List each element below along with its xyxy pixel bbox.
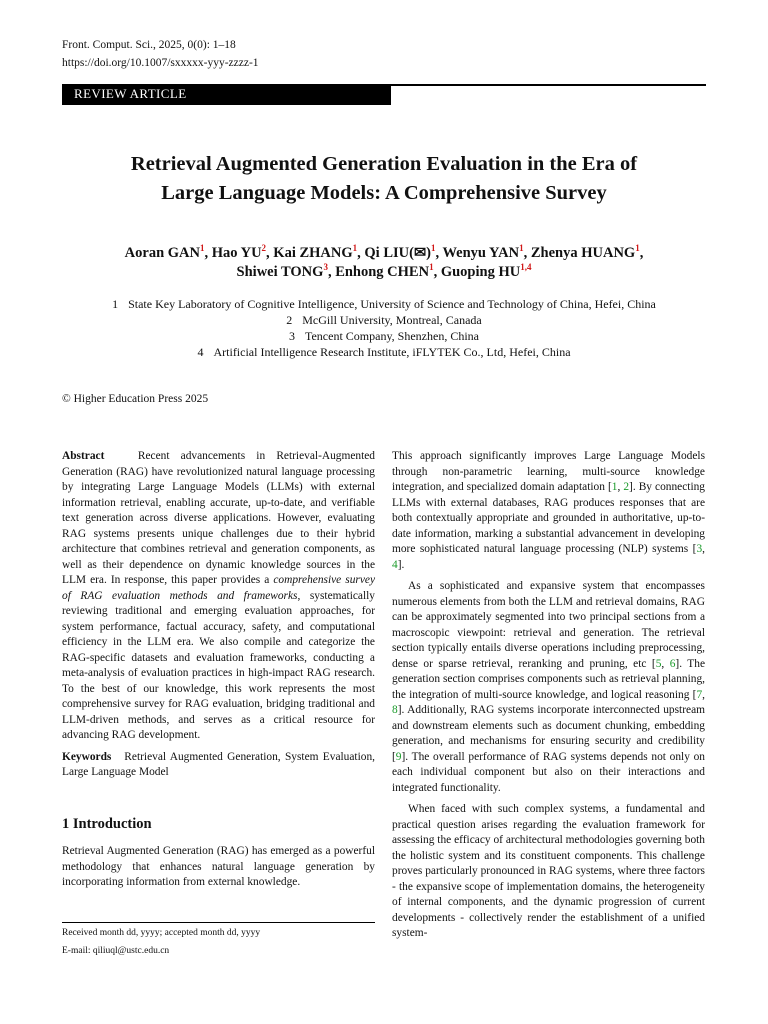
author-affil: 1 [635, 243, 640, 253]
affiliation-item [62, 312, 706, 328]
right-column [392, 449, 705, 948]
author-name: Shiwei TONG [236, 264, 324, 280]
affiliation-item [62, 328, 706, 344]
affiliations [62, 296, 706, 360]
affiliation-number: 2 [286, 313, 293, 327]
citation-link[interactable]: 1 [611, 481, 618, 493]
affiliation-text: Tencent Company, Shenzhen, China [304, 329, 479, 343]
banner-rule [391, 84, 706, 86]
author-affil: 1 [352, 243, 358, 253]
affiliation-number: 1 [112, 297, 119, 311]
affiliation-item [62, 344, 706, 360]
footnote-rule [62, 922, 375, 923]
body-paragraph: As a sophisticated and expansive system that encompasses numerous elements from both the LLM and retrieval domains, RAG can be approximately segmented into two principal sections from a macroscopic viewpoint: retrieval and generation. The retrieval section typically entails diverse operations including preprocessing, dense or sparse retrieval, reranking and pruning, etc [5, 6]. The generation section comprises components such as retrieval planning, the integration of multi-source knowledge, and logical reasoning [7, 8]. Additionally, RAG systems incorporate interconnected upstream and downstream elements such as document chunking, embedding generation, and mechanisms for ensuring security and credibility [9]. The overall performance of RAG systems depends not only on each individual component but also on their interactions and integrated functionality. [392, 580, 705, 794]
article-type-banner [62, 84, 706, 106]
body-paragraph: When faced with such complex systems, a fundamental and practical question arises regarding the evaluation framework for assessing the efficacy of architectural methodologies governing both the holistic system and its constituent components. This challenge proves particularly pronounced in RAG systems, where three factors - the expansive scope of implementation domains, the heterogeneity of internal components, and the dynamic progression of current developments - collectively render the establishment of a unified system- [392, 803, 705, 939]
citation-link[interactable]: 3 [696, 543, 703, 555]
keywords-label: Keywords [62, 750, 112, 763]
affiliation-item [62, 296, 706, 312]
left-column [62, 449, 375, 897]
article-type-label: REVIEW ARTICLE [74, 86, 187, 101]
received-date: Received month dd, yyyy; accepted month dd, yyyy [62, 928, 261, 938]
author-name: Guoping HU [440, 264, 521, 280]
author-affil: 2 [261, 243, 267, 253]
corresponding-email: E-mail: qiliuql@ustc.edu.cn [62, 946, 170, 956]
affiliation-text: Artificial Intelligence Research Institute, iFLYTEK Co., Ltd, Hefei, China [213, 345, 571, 359]
author-affil: 1 [199, 243, 205, 253]
author-affil: 1 [429, 262, 434, 272]
abstract: Abstract Recent advancements in Retrieval-Augmented Generation (RAG) have revolutionized natural language processing by integrating Large Language Models (LLMs) with external information retrieval, enabling accurate, up-to-date, and verifiable text generation across diverse applications. However, evaluating RAG systems presents unique challenges due to their hybrid architecture that combines retrieval and generation components, as well as their dependence on dynamic knowledge sources in the LLM era. In response, this paper provides a comprehensive survey of RAG evaluation methods and frameworks, systematically reviewing traditional and emerging evaluation approaches, for system performance, factual accuracy, safety, and computational efficiency in the LLM era. We also compile and categorize the RAG-specific datasets and evaluation frameworks, conducting a meta-analysis of evaluation practices in high-impact RAG research. To the best of our knowledge, this work represents the most comprehensive survey for RAG evaluation, bridging traditional and LLM-driven methods, and serves as a critical resource for advancing RAG development. [62, 450, 376, 741]
journal-info [62, 36, 259, 72]
keywords: Keywords Retrieval Augmented Generation, System Evaluation, Large Language Model [62, 750, 375, 778]
affiliation-number: 4 [197, 345, 204, 359]
author-name: Aoran GAN [124, 245, 200, 261]
author-name: Hao YU [211, 245, 262, 261]
citation-link[interactable]: 6 [669, 657, 676, 670]
author-affil: 1 [430, 243, 436, 253]
paper-title [62, 150, 706, 208]
author-name: Kai ZHANG [273, 245, 353, 261]
abstract-emphasis: comprehensive survey of RAG evaluation methods and frameworks [62, 574, 376, 602]
author-name: Wenyu YAN [442, 245, 520, 261]
affiliation-number: 3 [288, 329, 295, 343]
title-line: Large Language Models: A Comprehensive Survey [161, 182, 607, 204]
citation-link[interactable]: 5 [655, 657, 662, 670]
citation-link[interactable]: 7 [696, 688, 703, 701]
author-name: Enhong CHEN [335, 264, 430, 280]
author-name: Zhenya HUANG [530, 245, 636, 261]
body-paragraph: This approach significantly improves Large Language Models through non-parametric learning, multi-source knowledge integration, and specialized domain adaptation [1, 2]. By connecting LLMs with external databases, RAG produces responses that are both contextually appropriate and grounded in authoritative, up-to-date information, marking a substantial advancement in developing more sophisticated natural language processing (NLP) systems [3, 4]. [392, 450, 706, 571]
author-affil: 1,4 [520, 262, 532, 272]
author-name: Qi LIU(✉) [364, 245, 431, 261]
author-affil: 1 [519, 243, 524, 253]
journal-line: Front. Comput. Sci., 2025, 0(0): 1–18 [62, 39, 236, 51]
citation-link[interactable]: 9 [395, 750, 402, 763]
copyright-notice: © Higher Education Press 2025 [62, 393, 209, 405]
abstract-label: Abstract [62, 450, 105, 462]
title-line: Retrieval Augmented Generation Evaluation in the Era of [130, 153, 638, 175]
citation-link[interactable]: 2 [623, 481, 630, 493]
author-line: Shiwei TONG$^3$, Enhong CHEN$^1$, Guoping HU$^{1,4}$ [236, 262, 532, 280]
author-list [62, 244, 706, 282]
author-line: Aoran GAN$^1$, Hao $YU^2$, Kai ZHANG$^1$, Qi LIU(✉)$^1$, Wenyu YAN$^1$, Zhenya HUANG$^1$, [124, 243, 644, 261]
affiliation-text: State Key Laboratory of Cognitive Intelligence, University of Science and Technology of China, Hefei, China [128, 297, 656, 311]
doi-link[interactable]: https://doi.org/10.1007/sxxxxx-yyy-zzzz-1 [62, 57, 259, 69]
citation-link[interactable]: 8 [392, 704, 398, 716]
intro-paragraph: Retrieval Augmented Generation (RAG) has emerged as a powerful methodology that enhances natural language generation by incorporating information from external knowledge. [62, 845, 375, 888]
affiliation-text: McGill University, Montreal, Canada [302, 313, 482, 327]
citation-link[interactable]: 4 [392, 558, 398, 571]
section-heading-introduction: 1 Introduction [62, 815, 152, 832]
author-affil: 3 [323, 262, 328, 272]
